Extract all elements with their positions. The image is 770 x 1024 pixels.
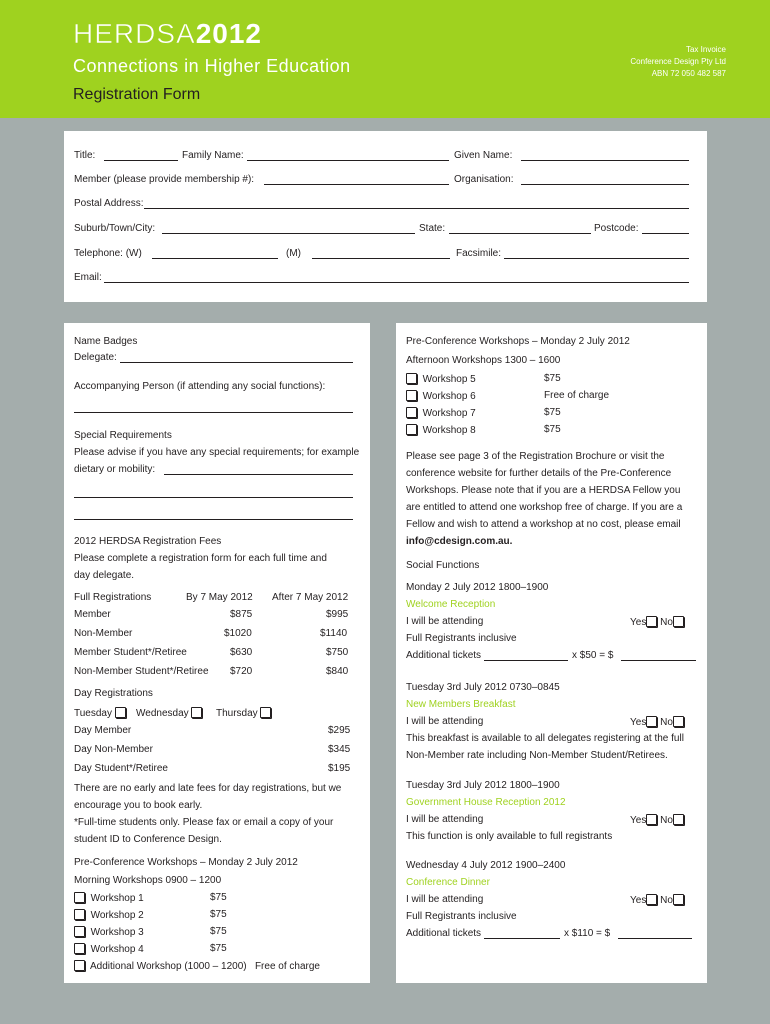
fee-early: $720 [230,666,253,677]
delegate-label: Delegate: [74,352,117,363]
postcode-label: Postcode: [594,223,639,234]
fee-late: $840 [326,666,349,677]
workshop-price: $75 [544,373,561,384]
event-info: Non-Member rate including Non-Member Student/Retirees. [406,750,668,761]
workshop-note: Fellow and wish to attend a workshop at no cost, please email [406,519,681,530]
workshop-label: Workshop 3 [90,927,144,938]
title-label: Title: [74,150,96,161]
personal-details-panel [64,131,707,302]
ticket-quantity-field[interactable] [484,660,568,661]
attending-label: I will be attending [406,616,484,627]
event-info: Full Registrants inclusive [406,633,517,644]
accompanying-field[interactable] [74,412,353,413]
event-date [406,860,565,872]
event-name: Welcome Reception [406,599,496,610]
checkbox-icon[interactable] [646,716,657,727]
yes-option[interactable] [630,814,684,827]
day-label: Wednesday [136,708,189,719]
event-date [406,780,560,792]
organisation-label: Organisation: [454,174,514,185]
checkbox-icon[interactable] [191,707,202,718]
event-time: 0730–0845 [509,682,560,693]
workshop-note: are entitled to attend one workshop free of charge. If you are a [406,502,683,513]
ticket-calc: x $50 = $ [572,650,614,661]
day-option-wednesday[interactable] [136,707,202,720]
member-number-field[interactable] [264,184,449,185]
given-name-field[interactable] [521,160,689,161]
event-date [406,682,560,694]
checkbox-icon[interactable] [74,892,85,903]
telephone-label: Telephone: (W) [74,248,142,259]
special-text: Please advise if you have any special requirements; for example [74,447,360,458]
ticket-calc: x $110 = $ [564,928,611,939]
workshop-label: Workshop 7 [422,408,476,419]
accompanying-label: Accompanying Person (if attending any social functions): [74,381,326,392]
event-name: New Members Breakfast [406,699,516,710]
event-info: This function is only available to full registrants [406,831,613,842]
event-info: This breakfast is available to all delegates registering at the full [406,733,684,744]
additional-workshop-option[interactable] [74,960,320,973]
attending-label: I will be attending [406,814,484,825]
day-fee-price: $195 [328,763,351,774]
facsimile-field[interactable] [504,258,689,259]
tax-line: ABN 72 050 482 587 [651,69,726,78]
ticket-quantity-field[interactable] [484,938,560,939]
given-name-label: Given Name: [454,150,513,161]
day-registrations-heading: Day Registrations [74,688,153,699]
day-option-tuesday[interactable] [74,707,126,720]
event-name: Conference Dinner [406,877,490,888]
mobile-label: (M) [286,248,301,259]
workshop-price: $75 [210,926,227,937]
day-fee-label: Day Non-Member [74,744,153,755]
day-fee-label: Day Student*/Retiree [74,763,168,774]
logo-year: 2012 [195,18,262,49]
member-label: Member (please provide membership #): [74,174,255,185]
suburb-label: Suburb/Town/City: [74,223,156,234]
workshop-option[interactable] [74,943,144,956]
fee-label: Non-Member [74,628,133,639]
checkbox-icon[interactable] [673,616,684,627]
event-name: Government House Reception 2012 [406,797,566,808]
workshop-option[interactable] [74,909,144,922]
checkbox-icon[interactable] [646,894,657,905]
workshop-label: Additional Workshop (1000 – 1200) [90,961,247,972]
title-field[interactable] [104,160,178,161]
delegate-field[interactable] [120,362,353,363]
attending-label: I will be attending [406,894,484,905]
workshop-label: Workshop 2 [90,910,144,921]
checkbox-icon[interactable] [115,707,126,718]
fee-late: $995 [326,609,349,620]
workshop-note: conference website for further details of the Pre-Conference [406,468,672,479]
workshop-label: Workshop 5 [422,374,476,385]
checkbox-icon[interactable] [406,390,417,401]
fee-early: $1020 [224,628,252,639]
email-field[interactable] [104,282,689,283]
fee-label: Member Student*/Retiree [74,647,187,658]
no-label: No [660,617,673,628]
afternoon-workshops-heading: Pre-Conference Workshops – Monday 2 July 2012 [406,336,630,347]
checkbox-icon[interactable] [74,926,85,937]
special-requirements-field[interactable] [164,474,353,475]
email-label: Email: [74,272,102,283]
workshop-price: $75 [210,909,227,920]
fee-late: $750 [326,647,349,658]
special-requirements-heading: Special Requirements [74,430,172,441]
postcode-field[interactable] [642,233,689,234]
early-column-heading: By 7 May 2012 [186,592,253,603]
yes-option[interactable] [630,716,684,729]
organisation-field[interactable] [521,184,689,185]
day-fee-label: Day Member [74,725,132,736]
event-date-text: Tuesday 3rd July 2012 [406,780,507,791]
event-date-text: Monday 2 July 2012 [406,582,496,593]
fee-label: Member [74,609,111,620]
checkbox-icon[interactable] [74,909,85,920]
afternoon-workshops-time: Afternoon Workshops 1300 – 1600 [406,355,561,366]
family-name-label: Family Name: [182,150,244,161]
event-date-text: Wednesday 4 July 2012 [406,860,513,871]
event-time: 1800–1900 [498,582,549,593]
family-name-field[interactable] [247,160,449,161]
day-fee-price: $295 [328,725,351,736]
day-fee-price: $345 [328,744,351,755]
additional-tickets-label: Additional tickets [406,650,482,661]
workshop-price: Free of charge [254,961,320,972]
workshop-option[interactable] [406,390,476,403]
suburb-field[interactable] [162,233,415,234]
telephone-field[interactable] [152,258,278,259]
workshops-social-panel [396,323,707,983]
checkbox-icon[interactable] [673,716,684,727]
workshop-price: $75 [544,424,561,435]
mobile-field[interactable] [312,258,450,259]
morning-workshops-time: Morning Workshops 0900 – 1200 [74,875,222,886]
conference-subtitle: Connections in Higher Education [73,56,351,76]
yes-label: Yes [630,717,647,728]
workshop-label: Workshop 4 [90,944,144,955]
fee-late: $1140 [320,628,348,639]
day-label: Tuesday [74,708,112,719]
event-date-text: Tuesday 3rd July 2012 [406,682,507,693]
tax-invoice-info [630,44,726,80]
attending-label: I will be attending [406,716,484,727]
workshop-price: $75 [210,892,227,903]
postal-address-field[interactable] [144,208,689,209]
day-option-thursday[interactable] [216,707,271,720]
yes-label: Yes [630,617,647,628]
no-label: No [660,717,673,728]
event-date [406,582,548,594]
workshop-note: Please see page 3 of the Registration Brochure or visit the [406,451,665,462]
morning-workshops-heading: Pre-Conference Workshops – Monday 2 July 2012 [74,857,298,868]
yes-label: Yes [630,895,647,906]
fee-early: $630 [230,647,253,658]
special-requirements-field[interactable] [74,497,353,498]
checkbox-icon[interactable] [406,424,417,435]
day-label: Thursday [216,708,258,719]
special-requirements-field[interactable] [74,519,353,520]
workshop-label: Workshop 1 [90,893,144,904]
social-functions-heading: Social Functions [406,560,480,571]
checkbox-icon[interactable] [646,814,657,825]
tax-line: Conference Design Pty Ltd [630,57,726,66]
header-band [0,0,770,118]
day-note: encourage you to book early. [74,800,203,811]
checkbox-icon[interactable] [74,943,85,954]
checkbox-icon[interactable] [406,407,417,418]
form-title: Registration Form [73,86,201,103]
special-text: dietary or mobility: [74,464,156,475]
checkbox-icon[interactable] [406,373,417,384]
workshop-option[interactable] [74,926,144,939]
yes-label: Yes [630,815,647,826]
workshop-option[interactable] [406,424,476,437]
ticket-total-field[interactable] [618,938,692,939]
fee-label: Non-Member Student*/Retiree [74,666,209,677]
no-label: No [660,815,673,826]
checkbox-icon[interactable] [260,707,271,718]
checkbox-icon[interactable] [646,616,657,627]
logo-text: HERDSA [73,18,196,49]
full-registrations-heading: Full Registrations [74,592,152,603]
day-note: There are no early and late fees for day registrations, but we [74,783,342,794]
workshop-label: Workshop 8 [422,425,476,436]
no-label: No [660,895,673,906]
workshop-price: $75 [210,943,227,954]
workshop-option[interactable] [74,892,144,905]
name-badges-heading: Name Badges [74,336,138,347]
event-time: 1900–2400 [515,860,566,871]
contact-email-link[interactable]: info@cdesign.com.au. [406,536,513,547]
facsimile-label: Facsimile: [456,248,502,259]
workshop-price: Free of charge [544,390,610,401]
event-info: Full Registrants inclusive [406,911,517,922]
fees-text: day delegate. [74,570,135,581]
workshop-note: Workshops. Please note that if you are a HERDSA Fellow you [406,485,681,496]
state-label: State: [419,223,446,234]
ticket-total-field[interactable] [621,660,696,661]
registration-panel [64,323,370,983]
state-field[interactable] [449,233,591,234]
student-note: *Full-time students only. Please fax or email a copy of your [74,817,334,828]
checkbox-icon[interactable] [673,894,684,905]
checkbox-icon[interactable] [673,814,684,825]
herdsa-logo [73,18,262,50]
workshop-option[interactable] [406,407,476,420]
event-time: 1800–1900 [509,780,560,791]
additional-tickets-label: Additional tickets [406,928,482,939]
workshop-label: Workshop 6 [422,391,476,402]
checkbox-icon[interactable] [74,960,85,971]
fees-text: Please complete a registration form for each full time and [74,553,327,564]
student-note: student ID to Conference Design. [74,834,222,845]
tax-line: Tax Invoice [685,45,726,54]
workshop-option[interactable] [406,373,476,386]
late-column-heading: After 7 May 2012 [272,592,349,603]
fee-early: $875 [230,609,253,620]
yes-option[interactable] [630,894,684,907]
workshop-price: $75 [544,407,561,418]
postal-address-label: Postal Address: [74,198,144,209]
fees-heading: 2012 HERDSA Registration Fees [74,536,222,547]
yes-option[interactable] [630,616,684,629]
